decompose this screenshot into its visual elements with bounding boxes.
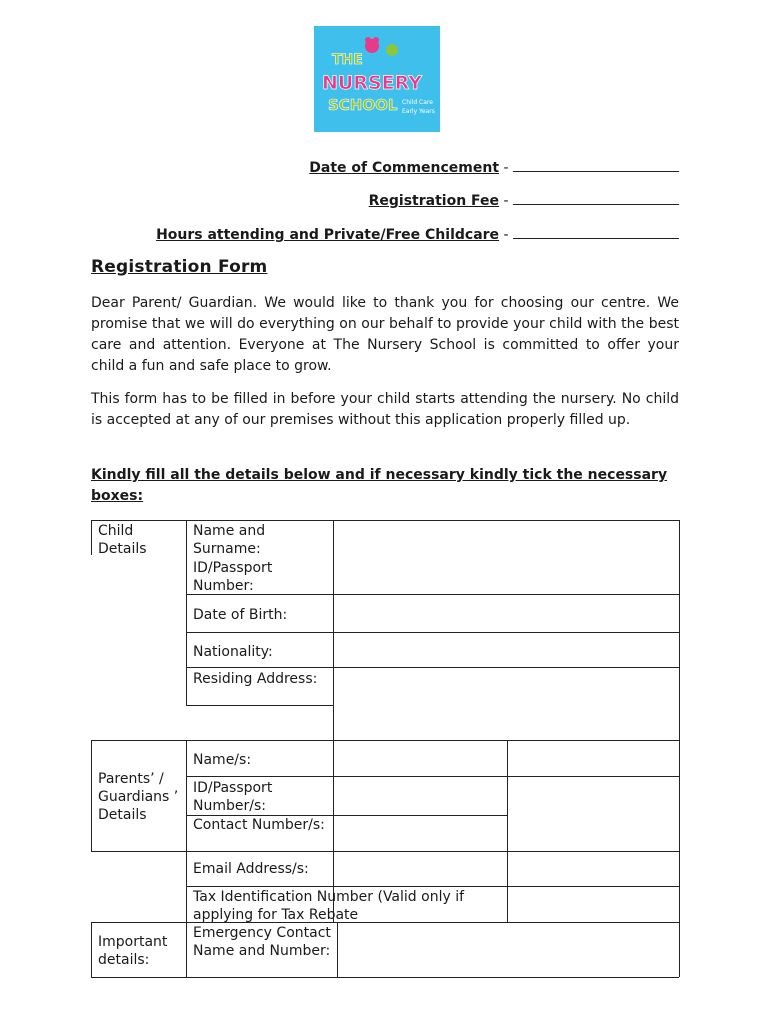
parent1-name-field[interactable]	[334, 741, 507, 776]
child-details-section: Child Details	[98, 523, 147, 557]
parent2-name-field[interactable]	[508, 741, 679, 776]
child-dob-field[interactable]	[334, 595, 679, 632]
child-id-label: ID/Passport Number:	[193, 560, 273, 594]
parent2-id-contact-field[interactable]	[508, 777, 679, 851]
separator: -	[499, 193, 513, 209]
separator: -	[499, 227, 513, 243]
parents-contact-label: Contact Number/s:	[193, 817, 325, 833]
logo-tagline1: Child Care	[402, 99, 433, 106]
intro-paragraph: Dear Parent/ Guardian. We would like to thank you for choosing our centre. We promise that we will do everything on our behalf to provide your child with the best care and attention. Everyone at The Nursery School is committed to offer your child a fun and safe place to grow.	[91, 295, 679, 374]
logo-tagline2: Early Years	[402, 108, 435, 115]
child-dob-label: Date of Birth:	[193, 607, 288, 623]
logo-line2: NURSERY	[322, 72, 422, 94]
parents-names-label: Name/s:	[193, 752, 252, 768]
parents-tax-field[interactable]	[508, 887, 679, 922]
parent1-id-field[interactable]	[334, 777, 507, 815]
nursery-school-logo	[314, 26, 440, 132]
commencement-label: Date of Commencement	[309, 160, 500, 176]
commencement-line	[309, 157, 679, 177]
parents-email-field[interactable]	[334, 852, 679, 886]
page-title: Registration Form	[91, 257, 268, 277]
logo-graphic	[314, 26, 440, 132]
hours-line	[156, 224, 679, 244]
parents-tax-label: Tax Identification Number (Valid only if applying for Tax Rebate	[193, 889, 465, 923]
requirement-paragraph: This form has to be filled in before your child starts attending the nursery. No child is accepted at any of our premises without this application properly filled up.	[91, 391, 679, 428]
child-nationality-label: Nationality:	[193, 644, 273, 660]
hours-label: Hours attending and Private/Free Childcare	[156, 227, 500, 243]
child-address-label: Residing Address:	[193, 671, 318, 687]
parents-id-label: ID/Passport Number/s:	[193, 780, 273, 814]
child-name-label: Name and Surname:	[193, 523, 266, 557]
commencement-blank[interactable]	[513, 157, 679, 172]
child-nationality-field[interactable]	[334, 633, 679, 667]
separator: -	[499, 160, 513, 176]
child-name-id-field[interactable]	[334, 521, 679, 594]
hours-blank[interactable]	[513, 224, 679, 239]
emergency-contact-label: Emergency Contact Name and Number:	[193, 925, 331, 959]
child-address-field[interactable]	[334, 668, 679, 740]
important-details-section: Important details:	[98, 934, 168, 968]
parents-email-label: Email Address/s:	[193, 861, 309, 877]
registration-fee-blank[interactable]	[513, 190, 679, 205]
logo-line1: THE	[332, 52, 363, 68]
emergency-contact-field[interactable]	[338, 923, 679, 977]
registration-fee-line	[369, 190, 679, 210]
registration-fee-label: Registration Fee	[368, 193, 500, 209]
instruction-text: Kindly fill all the details below and if necessary kindly tick the necessary boxes:	[91, 467, 668, 504]
logo-line3: SCHOOL	[328, 96, 398, 114]
parent1-contact-field[interactable]	[334, 816, 507, 851]
parents-details-section: Parents’ / Guardians ’ Details	[98, 771, 179, 823]
